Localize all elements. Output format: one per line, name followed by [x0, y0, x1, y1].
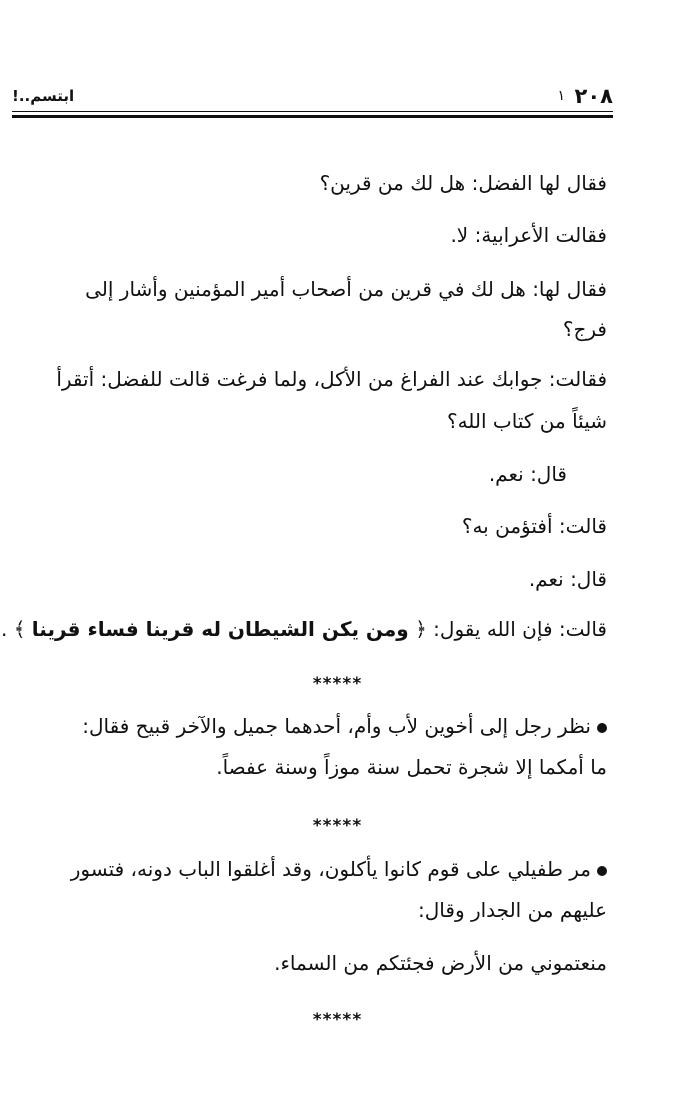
- page-header: [12, 84, 613, 110]
- paragraph-line: فقالت: جوابك عند الفراغ من الأكل، ولما فرغت قالت للفضل: أتقرأ: [56, 367, 607, 391]
- paragraph: قالت: أفتؤمن به؟: [461, 514, 607, 538]
- anecdote-text: مر طفيلي على قوم كانوا يأكلون، وقد أغلقوا الباب دونه، فتسور: [70, 857, 591, 881]
- paragraph-quran-quote: [1, 606, 607, 653]
- paragraph-line: فرج؟: [562, 317, 607, 341]
- paragraph: منعتموني من الأرض فجئتكم من السماء.: [274, 951, 607, 975]
- quote-intro: قالت: فإن الله يقول:: [433, 617, 607, 641]
- paragraph: قال: نعم.: [528, 567, 607, 591]
- paragraph: قال: نعم.: [488, 462, 567, 486]
- section-separator: *****: [312, 816, 363, 836]
- quran-verse: ومن يكن الشيطان له قرينا فساء قرينا: [31, 617, 409, 641]
- section-separator: *****: [312, 1010, 363, 1030]
- paragraph: فقالت الأعرابية: لا.: [450, 223, 607, 247]
- paragraph: فقال لها الفضل: هل لك من قرين؟: [319, 171, 607, 195]
- paragraph-line: شيئاً من كتاب الله؟: [446, 409, 607, 433]
- running-title: ابتسم..!: [12, 87, 75, 105]
- bullet-icon: [597, 723, 607, 733]
- ornate-bracket-open: ﴿: [415, 617, 427, 641]
- paragraph-line: ما أمكما إلا شجرة تحمل سنة موزاً وسنة عفصاً.: [216, 755, 607, 779]
- header-mark: ١: [557, 88, 565, 104]
- header-rule-thin: [12, 111, 613, 112]
- quote-end: .: [1, 617, 8, 641]
- ornate-bracket-close: ﴾: [13, 617, 26, 641]
- paragraph-line: [12, 703, 607, 750]
- paragraph-line: عليهم من الجدار وقال:: [418, 898, 607, 922]
- paragraph-line: [12, 846, 607, 893]
- paragraph-line: فقال لها: هل لك في قرين من أصحاب أمير المؤمنين وأشار إلى: [85, 277, 607, 301]
- bullet-icon: [597, 866, 607, 876]
- anecdote-text: نظر رجل إلى أخوين لأب وأم، أحدهما جميل والآخر قبيح فقال:: [82, 714, 591, 738]
- header-rule-thick: [12, 115, 613, 118]
- page-number: ٢٠٨: [574, 84, 613, 108]
- section-separator: *****: [312, 674, 363, 694]
